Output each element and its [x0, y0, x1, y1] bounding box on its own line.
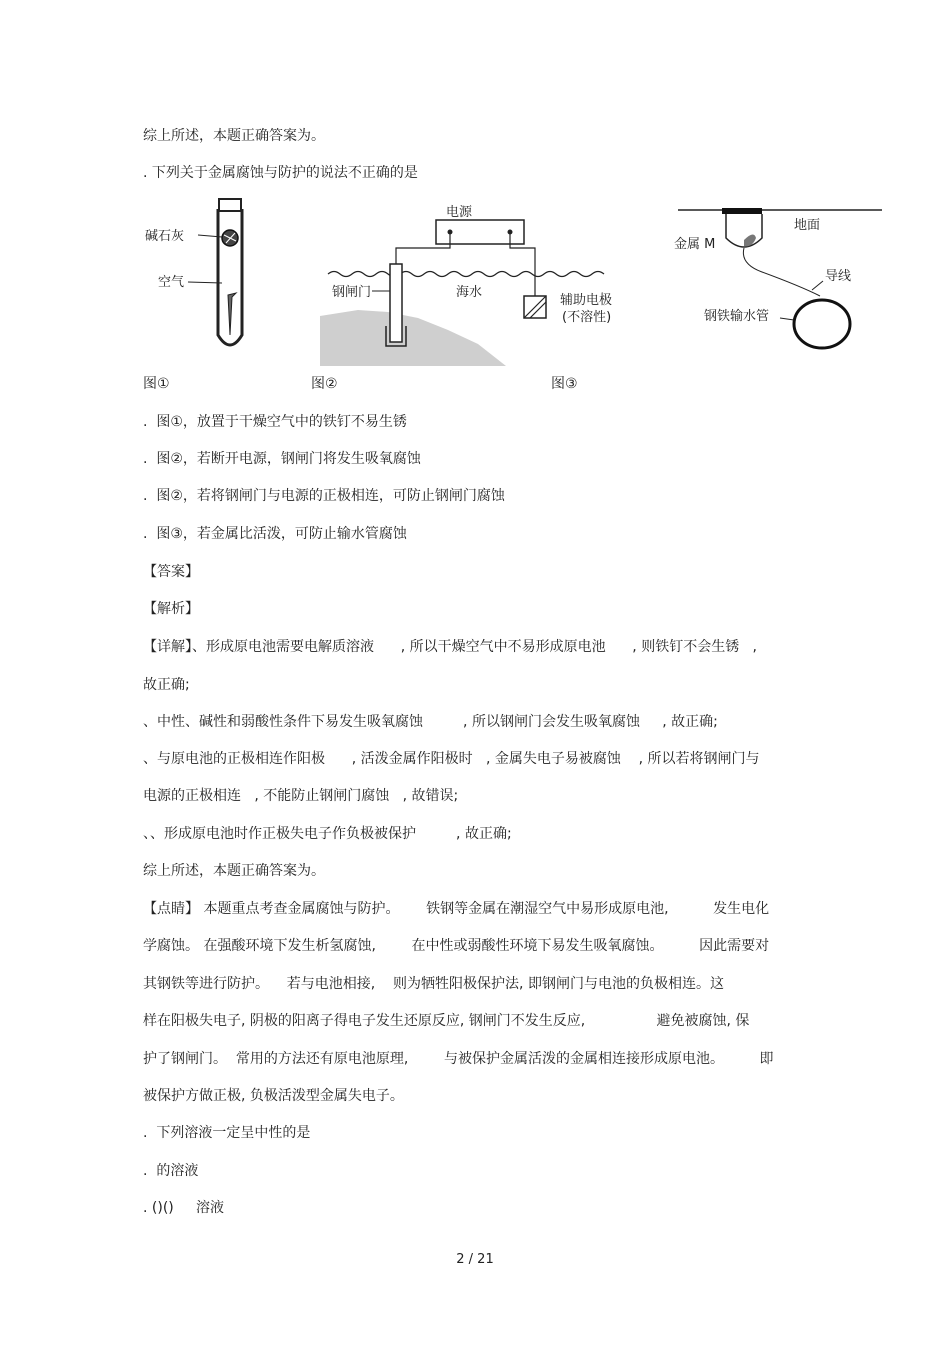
- tip-line: 样在阳极失电子, 阴极的阳离子得电子发生还原反应, 钢闸门不发生反应, 避免被腐蚀, 保: [143, 1013, 750, 1029]
- figure-3-pipe-protection: [670, 200, 890, 360]
- detail-line: 、与原电池的正极相连作阳极 , 活泼金属作阳极时 , 金属失电子易被腐蚀 , 所以若将钢闸门与: [143, 751, 760, 767]
- label-aux-electrode: 辅助电极: [560, 293, 613, 308]
- option-c: . 图②，若将钢闸门与电源的正极相连，可防止钢闸门腐蚀: [143, 488, 505, 504]
- question-stem: . 下列溶液一定呈中性的是: [143, 1125, 311, 1141]
- label-ground: 地面: [794, 218, 821, 233]
- detail-line: 电源的正极相连 , 不能防止钢闸门腐蚀 , 故错误;: [143, 788, 459, 804]
- option-b: . ()() 溶液: [143, 1200, 224, 1216]
- option-a: . 的溶液: [143, 1163, 199, 1179]
- answer-heading: 【答案】: [143, 564, 199, 580]
- page-number: 2 / 21: [456, 1252, 494, 1267]
- question-stem: . 下列关于金属腐蚀与防护的说法不正确的是: [143, 165, 418, 181]
- tip-line: 护了钢闸门。 常用的方法还有原电池原理, 与被保护金属活泼的金属相连接形成原电池。 即: [143, 1051, 774, 1067]
- tip-line: 其钢铁等进行防护。 若与电池相接, 则为牺牲阳极保护法, 即钢闸门与电池的负极相连。这: [143, 976, 724, 992]
- tip-line: 学腐蚀。 在强酸环境下发生析氢腐蚀, 在中性或弱酸性环境下易发生吸氧腐蚀。 因此需要对: [143, 938, 770, 954]
- figure-caption-1: 图①: [143, 376, 170, 392]
- label-insoluble: (不溶性): [562, 310, 612, 325]
- figure-caption-3: 图③: [551, 376, 578, 392]
- option-d: . 图③，若金属比活泼，可防止输水管腐蚀: [143, 526, 407, 542]
- tip-line: 被保护方做正极, 负极活泼型金属失电子。: [143, 1088, 404, 1104]
- text-line: 综上所述，本题正确答案为。: [143, 128, 325, 144]
- option-a: . 图①，放置于干燥空气中的铁钉不易生锈: [143, 414, 407, 430]
- label-metal-m: 金属 M: [674, 237, 716, 252]
- label-steel-gate: 钢闸门: [332, 285, 372, 300]
- detail-line: 、中性、碱性和弱酸性条件下易发生吸氧腐蚀 , 所以钢闸门会发生吸氧腐蚀 , 故正确;: [143, 714, 718, 730]
- option-b: . 图②，若断开电源，钢闸门将发生吸氧腐蚀: [143, 451, 421, 467]
- label-soda-lime: 碱石灰: [145, 229, 185, 244]
- detail-line: 、、形成原电池时作正极失电子作负极被保护 , 故正确;: [143, 826, 512, 842]
- tip-line: 【点睛】 本题重点考查金属腐蚀与防护。 铁钢等金属在潮湿空气中易形成原电池, 发生电化: [143, 901, 770, 917]
- detail-line: 【详解】、形成原电池需要电解质溶液 , 所以干燥空气中不易形成原电池 , 则铁钉不会生锈 ,: [143, 639, 758, 655]
- figure-2-sea-gate: [318, 198, 638, 366]
- detail-line: 故正确;: [143, 677, 190, 693]
- figure-caption-2: 图②: [311, 376, 338, 392]
- detail-line: 综上所述，本题正确答案为。: [143, 863, 325, 879]
- label-air: 空气: [158, 275, 185, 290]
- figure-1-test-tube: [140, 195, 280, 360]
- label-steel-pipe: 钢铁输水管: [704, 309, 770, 324]
- analysis-heading: 【解析】: [143, 601, 199, 617]
- label-wire: 导线: [825, 269, 852, 284]
- label-power-source: 电源: [446, 205, 473, 220]
- label-seawater: 海水: [456, 285, 483, 300]
